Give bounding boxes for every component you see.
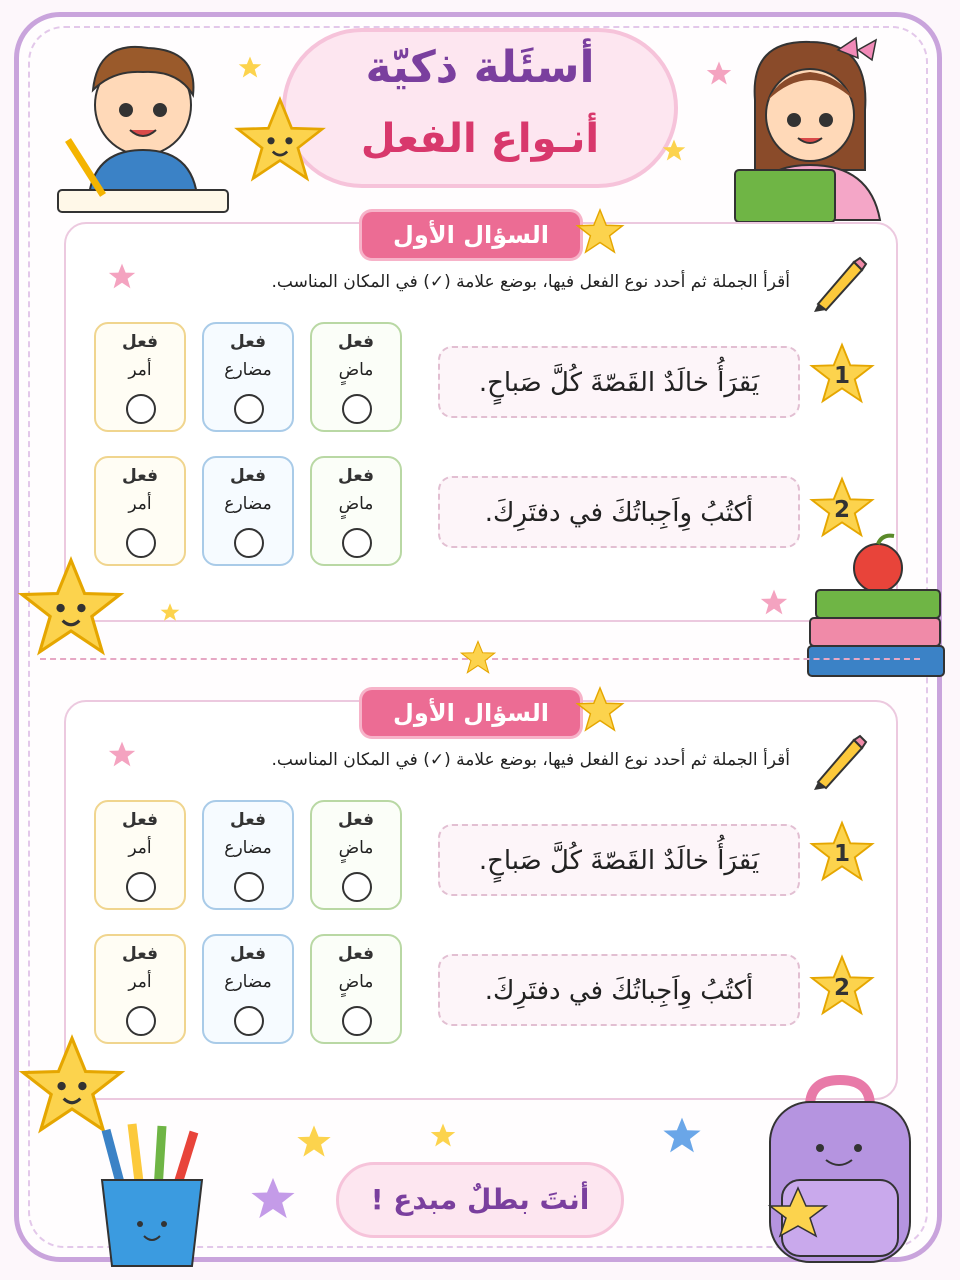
answer-circle[interactable]	[126, 528, 156, 558]
option-present[interactable]	[202, 456, 294, 566]
option-label: فعل	[230, 810, 266, 830]
section-ribbon: السؤال الأول	[362, 212, 580, 258]
option-type: أمر	[128, 838, 152, 858]
option-type: مضارع	[224, 838, 272, 858]
option-type: ماضٍ	[338, 360, 374, 380]
question-sentence: يَقرَأُ خالَدٌ القَصّةَ كُلَّ صَباحٍ.	[438, 824, 800, 896]
option-past[interactable]	[310, 934, 402, 1044]
pencil-icon	[808, 730, 868, 794]
option-type: مضارع	[224, 494, 272, 514]
option-label: فعل	[338, 466, 374, 486]
question-sentence: أكتُبُ وِاَجِباتُكَ في دفتَرِكَ.	[438, 954, 800, 1026]
option-present[interactable]	[202, 322, 294, 432]
option-present[interactable]	[202, 934, 294, 1044]
star-icon	[706, 60, 732, 90]
star-icon	[576, 208, 624, 258]
option-present[interactable]	[202, 800, 294, 910]
svg-text:2: 2	[833, 497, 851, 524]
option-type: أمر	[128, 360, 152, 380]
option-label: فعل	[338, 944, 374, 964]
apple-books-icon	[806, 530, 946, 684]
footer-message: أنتَ بطلٌ مبدع !	[336, 1162, 624, 1238]
option-type: ماضٍ	[338, 838, 374, 858]
instruction-text: أقرأ الجملة ثم أحدد نوع الفعل فيها، بوضع علامة (✓) في المكان المناسب.	[271, 750, 790, 770]
answer-circle[interactable]	[126, 394, 156, 424]
star-icon	[238, 55, 262, 83]
boy-writing-icon	[48, 30, 238, 215]
option-label: فعل	[230, 332, 266, 352]
star-icon	[430, 1122, 456, 1152]
star-icon	[108, 262, 136, 294]
question-number-star	[810, 954, 874, 1018]
star-icon	[460, 640, 496, 678]
pencil-icon	[808, 252, 868, 316]
option-type: ماضٍ	[338, 972, 374, 992]
option-type: مضارع	[224, 972, 272, 992]
option-label: فعل	[230, 466, 266, 486]
star-icon	[296, 1124, 332, 1162]
option-type: مضارع	[224, 360, 272, 380]
option-imperative[interactable]	[94, 934, 186, 1044]
answer-circle[interactable]	[342, 528, 372, 558]
star-icon	[662, 138, 686, 166]
answer-circle[interactable]	[126, 1006, 156, 1036]
question-number-star	[810, 342, 874, 406]
section-ribbon: السؤال الأول	[362, 690, 580, 736]
option-imperative[interactable]	[94, 322, 186, 432]
option-label: فعل	[230, 944, 266, 964]
svg-text:1: 1	[833, 363, 851, 390]
page-title: أسئَلة ذكيّة	[365, 42, 595, 93]
answer-circle[interactable]	[234, 394, 264, 424]
option-past[interactable]	[310, 322, 402, 432]
option-past[interactable]	[310, 800, 402, 910]
answer-circle[interactable]	[342, 1006, 372, 1036]
backpack-icon	[750, 1076, 930, 1270]
star-icon	[160, 602, 180, 626]
answer-circle[interactable]	[234, 1006, 264, 1036]
answer-circle[interactable]	[234, 872, 264, 902]
girl-reading-icon	[730, 30, 890, 220]
question-sentence: أكتُبُ وِاَجِباتُكَ في دفتَرِكَ.	[438, 476, 800, 548]
option-type: أمر	[128, 972, 152, 992]
option-label: فعل	[122, 810, 158, 830]
star-icon	[235, 96, 325, 186]
option-type: ماضٍ	[338, 494, 374, 514]
option-imperative[interactable]	[94, 456, 186, 566]
option-label: فعل	[122, 944, 158, 964]
option-label: فعل	[122, 332, 158, 352]
answer-circle[interactable]	[342, 872, 372, 902]
option-label: فعل	[338, 332, 374, 352]
page-subtitle: أنـواع الفعل	[360, 116, 600, 162]
option-imperative[interactable]	[94, 800, 186, 910]
star-icon	[18, 556, 124, 660]
question-number-star	[810, 820, 874, 884]
star-icon	[250, 1176, 296, 1224]
svg-text:1: 1	[833, 841, 851, 868]
answer-circle[interactable]	[342, 394, 372, 424]
star-icon	[760, 588, 788, 620]
question-sentence: يَقرَأُ خالَدٌ القَصّةَ كُلَّ صَباحٍ.	[438, 346, 800, 418]
svg-text:2: 2	[833, 975, 851, 1002]
option-type: أمر	[128, 494, 152, 514]
star-icon	[662, 1116, 702, 1158]
option-past[interactable]	[310, 456, 402, 566]
answer-circle[interactable]	[126, 872, 156, 902]
star-icon	[108, 740, 136, 772]
option-label: فعل	[122, 466, 158, 486]
pencil-cup-icon	[92, 1120, 212, 1274]
option-label: فعل	[338, 810, 374, 830]
instruction-text: أقرأ الجملة ثم أحدد نوع الفعل فيها، بوضع علامة (✓) في المكان المناسب.	[271, 272, 790, 292]
answer-circle[interactable]	[234, 528, 264, 558]
star-icon	[576, 686, 624, 736]
